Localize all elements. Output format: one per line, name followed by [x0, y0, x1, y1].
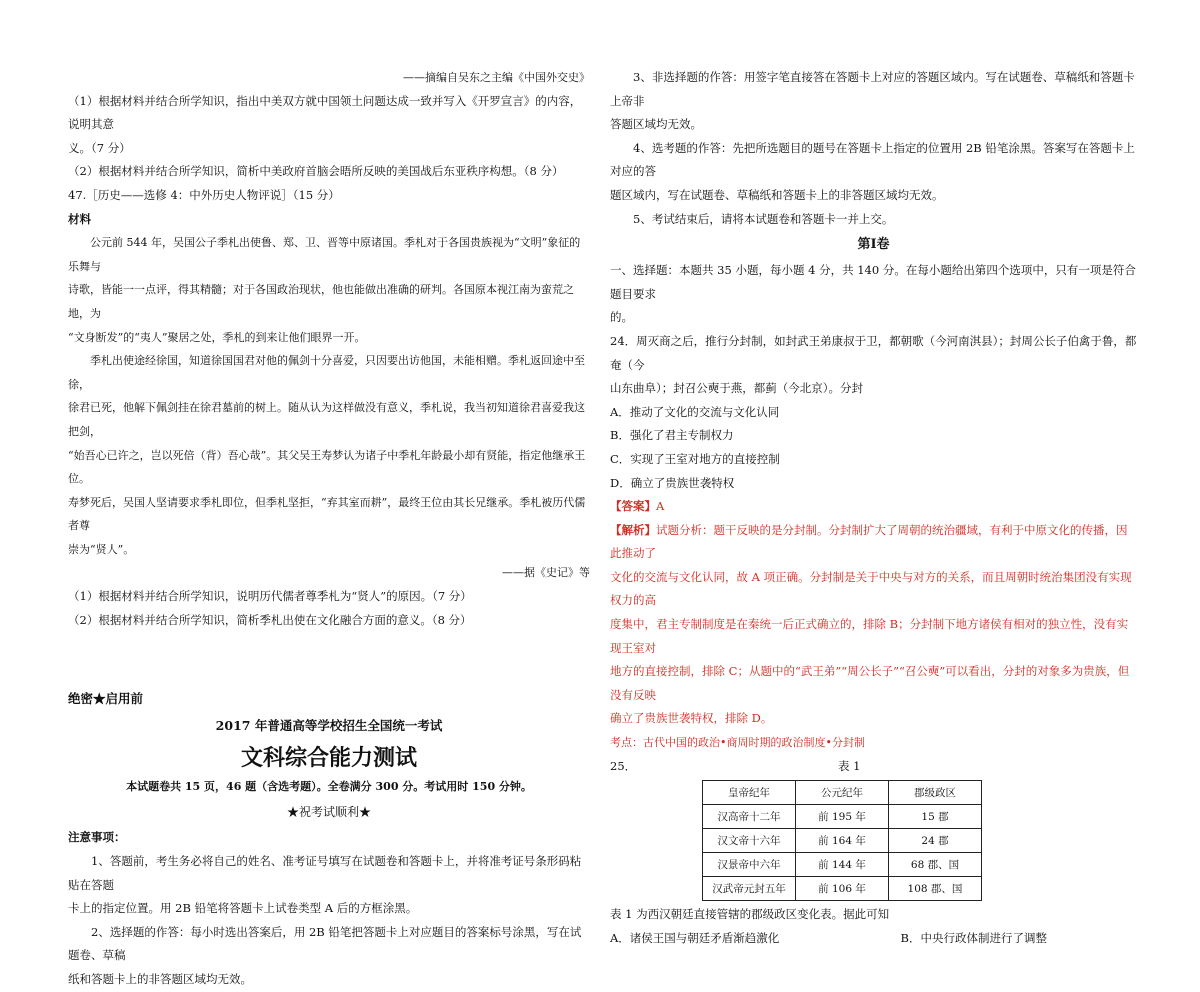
answer-value: A — [656, 499, 665, 514]
exam-info: 本试题卷共 15 页，46 题（含选考题）。全卷满分 300 分。考试用时 150 分钟。 — [126, 779, 532, 793]
note-item: 题区域内，写在试题卷、草稿纸和答题卡上的非答题区域均无效。 — [610, 187, 944, 202]
note-item: 纸和答题卡上的非答题区域均无效。 — [68, 972, 252, 986]
table-cell: 24 郡 — [889, 829, 982, 853]
table-header-cell: 皇帝纪年 — [703, 781, 796, 805]
option-a: A．推动了文化的交流与文化认同 — [610, 404, 780, 419]
question-text: （2）根据材料并结合所学知识，简析季札出使在文化融合方面的意义。（8 分） — [68, 612, 472, 627]
explanation-line: 地方的直接控制，排除 C；从题中的“武王弟”“周公长子”“召公奭”可以看出，分封的对象多为贵族，但没有反映 — [610, 664, 1130, 702]
explanation-line: 试题分析：题干反映的是分封制。分封制扩大了周朝的统治疆域，有利于中原文化的传播，因此推动了 — [610, 522, 1128, 561]
question-heading: 47.［历史——选修 4：中外历史人物评说］（15 分） — [68, 187, 340, 202]
option-a: A．诸侯王国与朝廷矛盾渐趋激化 — [610, 930, 780, 945]
question-text: （1）根据材料并结合所学知识，说明历代儒者尊季札为“贤人”的原因。（7 分） — [68, 589, 472, 604]
table-row — [703, 829, 982, 853]
option-b: B．强化了君主专制权力 — [610, 428, 734, 443]
knowledge-point: 考点：古代中国的政治•商周时期的政治制度•分封制 — [610, 736, 865, 750]
part-one-heading: 第Ⅰ卷 — [857, 237, 890, 253]
material-text: 崇为“贤人”。 — [68, 542, 135, 556]
question-text: 义。（7 分） — [68, 140, 131, 155]
note-item: 4、选考题的作答：先把所选题目的题号在答题卡上指定的位置用 2B 铅笔涂黑。答案写在答题卡上对应的答 — [610, 140, 1135, 179]
table-cell: 前 106 年 — [796, 877, 889, 901]
table-row — [703, 877, 982, 901]
material-text: “始吾心已许之，岂以死倍（背）吾心哉”。其父吴王寿梦认为诸子中季札年龄最小却有贤能，指定他继承王位。 — [68, 448, 586, 486]
explanation-line: 度集中，君主专制制度是在秦统一后正式确立的，排除 B；分封制下地方诸侯有相对的独立性，没有实现王室对 — [610, 617, 1129, 655]
right-column — [610, 66, 1137, 950]
question-25-options — [610, 927, 1137, 951]
exam-year-title: 2017 年普通高等学校招生全国统一考试 — [215, 717, 443, 733]
option-d: D．确立了贵族世袭特权 — [610, 475, 735, 490]
question-text: （2）根据材料并结合所学知识，简析中美政府首脑会晤所反映的美国战后东亚秩序构想。（8 分） — [68, 164, 564, 179]
question-25-number: 25． — [610, 758, 637, 773]
question-24-text: 24．周灭商之后，推行分封制，如封武王弟康叔于卫，都朝歌（今河南淇县）；封周公长子伯禽于鲁，都奄（今 — [610, 333, 1137, 372]
table-header-cell: 公元纪年 — [796, 781, 889, 805]
table-header-cell: 郡级政区 — [889, 781, 982, 805]
material-text: 季札出使途经徐国，知道徐国国君对他的佩剑十分喜爱，只因要出访他国，未能相赠。季札返回途中至徐， — [68, 354, 585, 391]
source-citation: ——据《史记》等 — [502, 566, 590, 580]
answer-line — [610, 495, 1137, 519]
confidential-label: 绝密★启用前 — [68, 691, 144, 707]
table-cell: 汉景帝中六年 — [703, 853, 796, 877]
table-row — [703, 805, 982, 829]
note-item: 答题区域均无效。 — [610, 117, 702, 132]
explanation-line: 确立了贵族世袭特权，排除 D。 — [610, 711, 773, 726]
option-c: C．实现了王室对地方的直接控制 — [610, 451, 780, 466]
material-text: 徐君已死，他解下佩剑挂在徐君墓前的树上。随从认为这样做没有意义，季札说，我当初知道徐君喜爱我这把剑， — [68, 401, 585, 438]
note-item: 1、答题前，考生务必将自己的姓名、准考证号填写在试题卷和答题卡上，并将准考证号条形码粘贴在答题 — [68, 854, 582, 892]
notes-heading: 注意事项： — [68, 830, 126, 845]
material-label: 材料 — [68, 211, 91, 226]
table-cell: 汉武帝元封五年 — [703, 877, 796, 901]
table-cell: 汉文帝十六年 — [703, 829, 796, 853]
good-luck-banner: ★祝考试顺利★ — [286, 805, 371, 820]
left-column — [68, 66, 590, 992]
note-item: 2、选择题的作答：每小时选出答案后，用 2B 铅笔把答题卡上对应题目的答案标号涂黑，写在试题卷、草稿 — [68, 924, 582, 963]
table-cell: 汉高帝十二年 — [703, 805, 796, 829]
table-cell: 15 郡 — [889, 805, 982, 829]
explanation-line: 文化的交流与文化认同，故 A 项正确。分封制是关于中央与对方的关系，而且周朝时统治集团没有实现权力的高 — [610, 569, 1132, 608]
option-b: B．中央行政体制进行了调整 — [900, 930, 1047, 945]
exam-name-title: 文科综合能力测试 — [240, 744, 417, 771]
note-item: 卡上的指定位置。用 2B 铅笔将答题卡上试卷类型 A 后的方框涂黑。 — [68, 901, 418, 916]
table-row — [703, 853, 982, 877]
question-24-text: 山东曲阜）；封召公奭于燕，都蓟（今北京）。分封 — [610, 381, 863, 396]
table-caption: 表 1 — [838, 758, 861, 773]
question-25-heading — [610, 755, 1137, 779]
material-text: 公元前 544 年，吴国公子季札出使鲁、郑、卫、晋等中原诸国。季札对于各国贵族视为“文明”象征的乐舞与 — [68, 236, 581, 273]
table-cell: 前 164 年 — [796, 829, 889, 853]
section-instructions: 一、选择题：本题共 35 小题，每小题 4 分，共 140 分。在每小题给出第四个选项中，只有一项是符合题目要求 — [610, 263, 1136, 301]
material-text: “文身断发”的“夷人”聚居之处，季札的到来让他们眼界一开。 — [68, 330, 366, 344]
table-cell: 前 144 年 — [796, 853, 889, 877]
note-item: 5、考试结束后，请将本试题卷和答题卡一并上交。 — [633, 211, 894, 226]
section-instructions: 的。 — [610, 310, 633, 325]
table-cell: 前 195 年 — [796, 805, 889, 829]
material-text: 寿梦死后，吴国人坚请要求季札即位，但季札坚拒，“弃其室而耕”，最终王位由其长兄继承。季札被历代儒者尊 — [68, 495, 586, 533]
source-citation: ——摘编自吴东之主编《中国外交史》 — [403, 71, 590, 84]
table-header-row — [703, 781, 982, 805]
question-text: （1）根据材料并结合所学知识，指出中美双方就中国领土问题达成一致并写入《开罗宣言》的内容，说明其意 — [68, 93, 582, 132]
note-item: 3、非选择题的作答：用签字笔直接答在答题卡上对应的答题区域内。写在试题卷、草稿纸和答题卡上帝非 — [610, 70, 1135, 108]
question-25-text: 表 1 为西汉朝廷直接管辖的郡级政区变化表。据此可知 — [610, 907, 890, 922]
table-cell: 108 郡、国 — [889, 877, 982, 901]
table-cell: 68 郡、国 — [889, 853, 982, 877]
data-table — [702, 780, 982, 901]
explanation-label: 【解析】 — [610, 522, 656, 537]
answer-label: 【答案】 — [610, 499, 656, 514]
material-text: 诗歌，皆能一一点评，得其精髓；对于各国政治现状，他也能做出准确的研判。各国原本视江南为蛮荒之地，为 — [68, 283, 574, 320]
explanation-text — [610, 519, 1137, 566]
